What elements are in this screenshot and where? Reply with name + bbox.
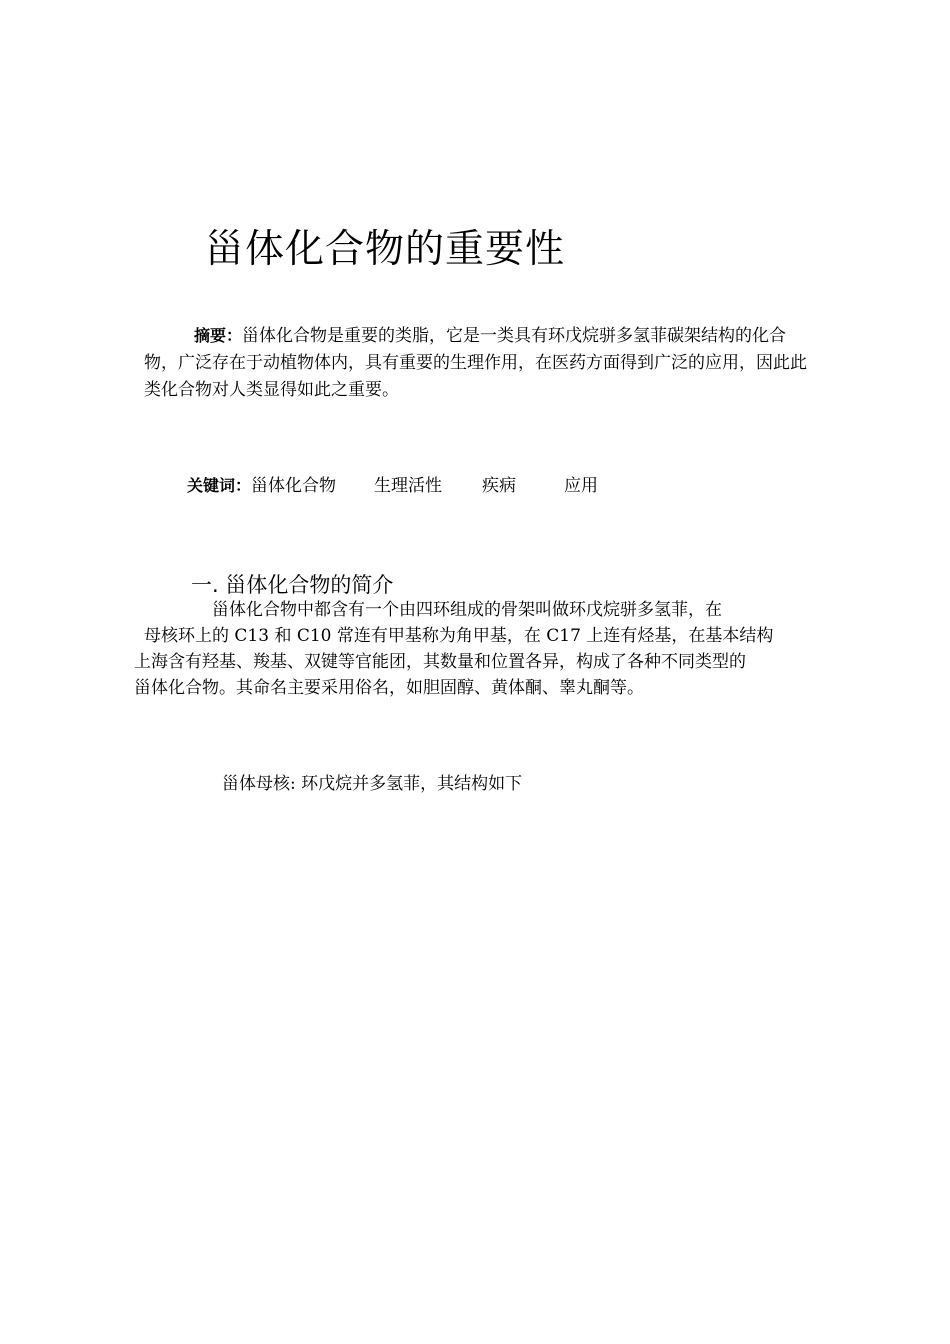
- section-body-line: 甾体化合物中都含有一个由四环组成的骨架叫做环戊烷骈多氢菲，在: [212, 600, 722, 620]
- structure-caption: 甾体母核: 环戊烷并多氢菲，其结构如下: [222, 774, 523, 794]
- section-heading: 一. 甾体化合物的简介: [191, 573, 394, 597]
- section-body-line: 甾体化合物。其命名主要采用俗名，如胆固醇、黄体酮、睾丸酮等。: [134, 678, 644, 698]
- keyword-item: 甾体化合物: [251, 476, 337, 496]
- section-body: [134, 597, 810, 701]
- abstract-paragraph: [144, 322, 809, 404]
- keyword-item: 疾病: [482, 476, 517, 496]
- document-title: 甾体化合物的重要性: [205, 227, 566, 272]
- keywords-label: 关键词：: [187, 476, 252, 495]
- section-body-line: 上海含有羟基、羧基、双键等官能团，其数量和位置各异，构成了各种不同类型的: [134, 652, 746, 672]
- abstract-label: 摘要：: [194, 326, 243, 345]
- keyword-item: 生理活性: [374, 476, 443, 496]
- section-body-line: 母核环上的 C13 和 C10 常连有甲基称为角甲基，在 C17 上连有烃基，在基本结构: [144, 626, 774, 646]
- keyword-item: 应用: [564, 476, 599, 496]
- abstract-text: 甾体化合物是重要的类脂，它是一类具有环戊烷骈多氢菲碳架结构的化合物，广泛存在于动植物体内，具有重要的生理作用，在医药方面得到广泛的应用，因此此类化合物对人类显得如此之重要。: [144, 326, 807, 400]
- keywords-line: [187, 472, 598, 500]
